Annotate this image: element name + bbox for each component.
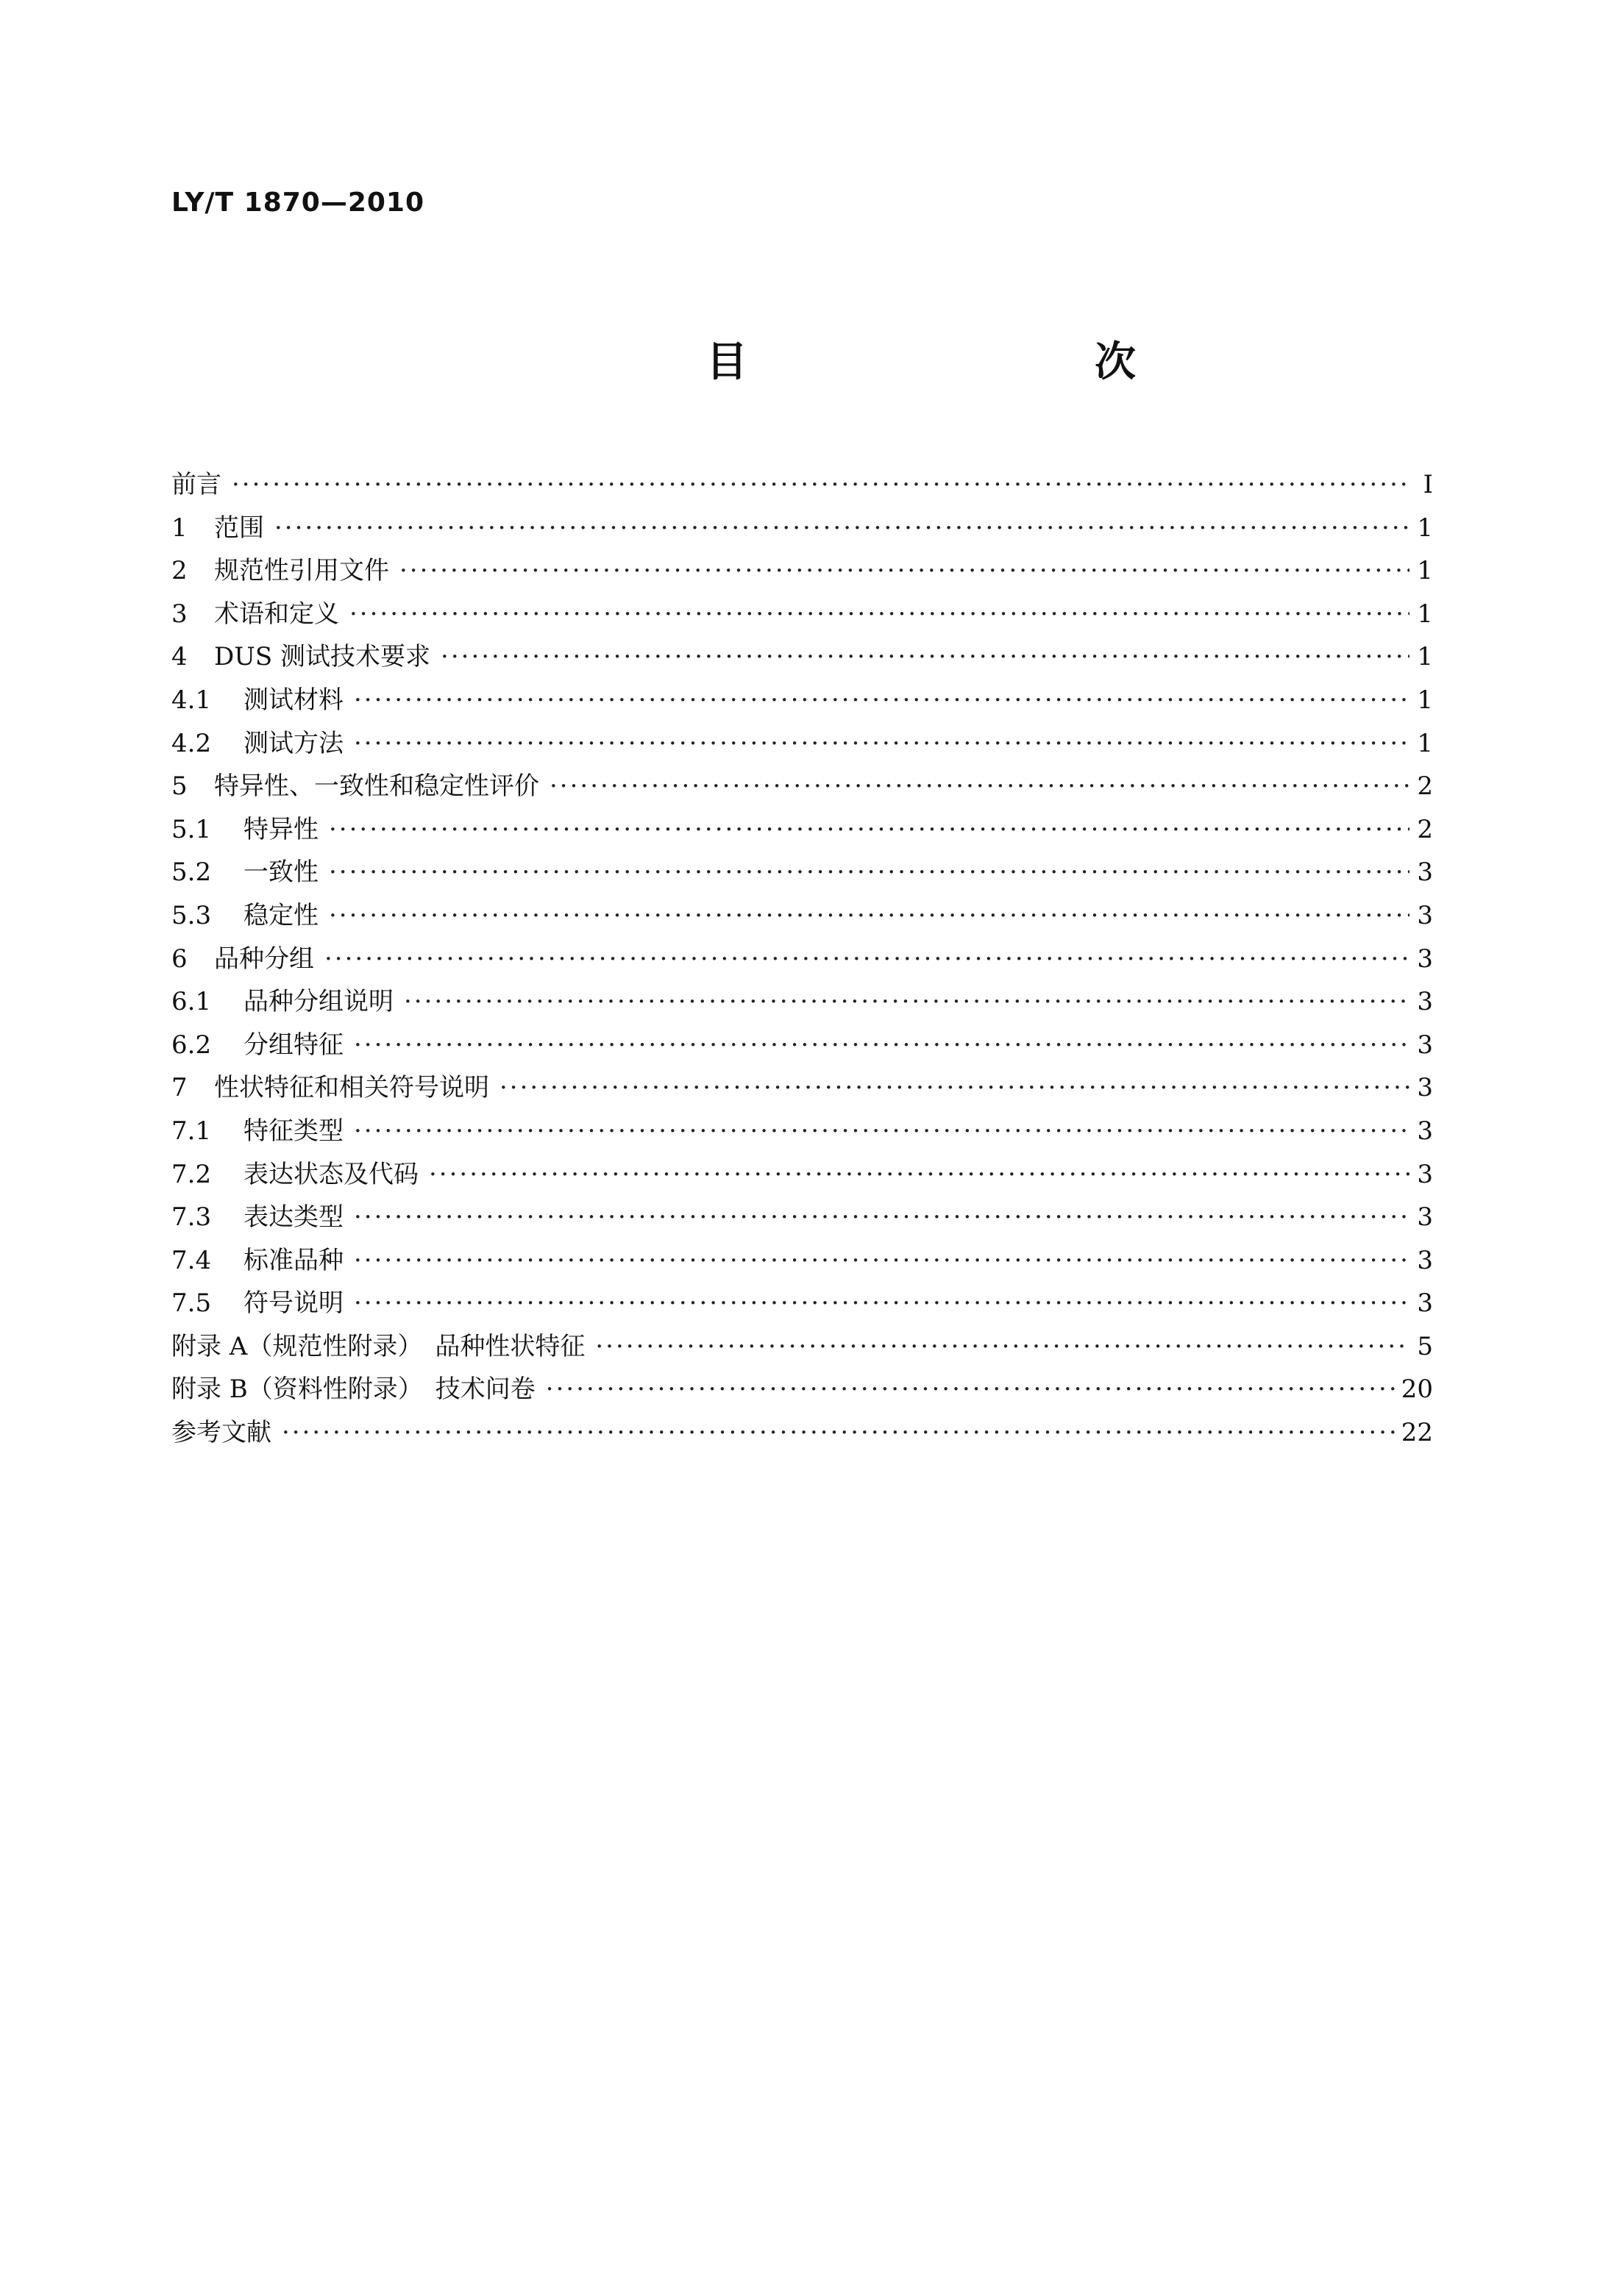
toc-entry[interactable] xyxy=(171,1239,1433,1283)
toc-entry[interactable] xyxy=(171,765,1433,808)
toc-entry-label: 一致性 xyxy=(243,858,319,888)
toc-entry-number: 6.2 xyxy=(171,1030,212,1060)
toc-entry[interactable] xyxy=(171,507,1433,550)
toc-entry[interactable] xyxy=(171,808,1433,852)
dot-leader xyxy=(354,679,1409,722)
toc-entry-label: 术语和定义 xyxy=(214,599,339,629)
toc-entry-label: 范围 xyxy=(214,513,264,543)
dot-leader xyxy=(354,1110,1409,1153)
toc-entry-page: 2 xyxy=(1417,814,1433,844)
toc-entry-number: 4 xyxy=(171,642,188,672)
toc-entry-label: 附录 B（资料性附录） 技术问卷 xyxy=(171,1375,536,1405)
dot-leader xyxy=(329,808,1409,852)
dot-leader xyxy=(232,463,1409,507)
dot-leader xyxy=(282,1411,1395,1455)
toc-entry[interactable] xyxy=(171,1110,1433,1153)
toc-entry[interactable] xyxy=(171,549,1433,593)
toc-entry-label: 规范性引用文件 xyxy=(214,556,389,586)
dot-leader xyxy=(349,593,1409,636)
toc-entry-number: 7.5 xyxy=(171,1288,212,1319)
toc-entry-number: 4.2 xyxy=(171,728,212,758)
standard-code: LY/T 1870—2010 xyxy=(171,188,425,218)
toc-entry-page: 3 xyxy=(1417,858,1433,888)
toc-entry[interactable] xyxy=(171,1066,1433,1110)
toc-entry-number: 4.1 xyxy=(171,685,212,715)
toc-entry-page: 20 xyxy=(1401,1375,1433,1405)
dot-leader xyxy=(274,507,1409,550)
dot-leader xyxy=(550,765,1409,808)
toc-entry-label: 稳定性 xyxy=(243,900,319,930)
toc-entry-page: 1 xyxy=(1417,685,1433,715)
toc-entry-label: 品种分组说明 xyxy=(243,987,394,1017)
toc-entry[interactable] xyxy=(171,1325,1433,1369)
dot-leader xyxy=(441,635,1409,679)
toc-entry-number: 2 xyxy=(171,556,188,586)
toc-entry[interactable] xyxy=(171,635,1433,679)
toc-entry-label: 表达状态及代码 xyxy=(243,1159,419,1189)
toc-entry-number: 5.3 xyxy=(171,900,212,930)
toc-entry-number: 7.3 xyxy=(171,1202,212,1233)
toc-entry-page: 1 xyxy=(1417,556,1433,586)
toc-entry-label: DUS 测试技术要求 xyxy=(214,642,431,672)
dot-leader xyxy=(404,980,1409,1024)
toc-entry-page: Ⅰ xyxy=(1423,470,1433,499)
toc-entry-label: 参考文献 xyxy=(171,1418,271,1448)
toc-entry-page: 3 xyxy=(1417,987,1433,1017)
dot-leader xyxy=(499,1066,1409,1110)
toc-entry-page: 3 xyxy=(1417,1030,1433,1060)
toc-entry-label: 前言 xyxy=(171,470,221,499)
toc-entry[interactable] xyxy=(171,679,1433,722)
dot-leader xyxy=(354,1282,1409,1325)
toc-entry[interactable] xyxy=(171,593,1433,636)
toc-entry-page: 3 xyxy=(1417,1159,1433,1189)
dot-leader xyxy=(354,722,1409,766)
table-of-contents xyxy=(171,463,1433,1455)
toc-entry[interactable] xyxy=(171,938,1433,981)
toc-entry-label: 品种分组 xyxy=(214,944,314,974)
toc-entry-number: 5 xyxy=(171,771,188,802)
toc-entry-page: 22 xyxy=(1401,1418,1433,1448)
dot-leader xyxy=(324,938,1409,981)
toc-entry-page: 3 xyxy=(1417,944,1433,974)
dot-leader xyxy=(354,1024,1409,1067)
dot-leader xyxy=(595,1325,1409,1369)
toc-entry-number: 7.2 xyxy=(171,1159,212,1189)
toc-entry-number: 7.1 xyxy=(171,1116,212,1146)
toc-entry-page: 3 xyxy=(1417,1288,1433,1319)
toc-entry[interactable] xyxy=(171,980,1433,1024)
toc-entry-number: 1 xyxy=(171,513,188,543)
toc-entry-label: 表达类型 xyxy=(243,1202,344,1233)
toc-entry[interactable] xyxy=(171,1411,1433,1455)
toc-entry-page: 3 xyxy=(1417,900,1433,930)
toc-entry-label: 性状特征和相关符号说明 xyxy=(214,1073,489,1103)
toc-entry-number: 5.1 xyxy=(171,814,212,844)
toc-entry-label: 特征类型 xyxy=(243,1116,344,1146)
toc-entry-page: 2 xyxy=(1417,771,1433,802)
toc-entry-page: 3 xyxy=(1417,1116,1433,1146)
toc-entry-number: 3 xyxy=(171,599,188,629)
toc-entry-page: 1 xyxy=(1417,728,1433,758)
toc-entry-number: 7 xyxy=(171,1073,188,1103)
toc-entry[interactable] xyxy=(171,1196,1433,1239)
dot-leader xyxy=(354,1196,1409,1239)
toc-entry-page: 5 xyxy=(1417,1331,1433,1361)
toc-entry[interactable] xyxy=(171,1153,1433,1197)
toc-entry-label: 特异性、一致性和稳定性评价 xyxy=(214,771,539,802)
page-title: 目 次 xyxy=(706,338,1224,386)
toc-entry-page: 3 xyxy=(1417,1245,1433,1275)
toc-entry-number: 5.2 xyxy=(171,858,212,888)
dot-leader xyxy=(354,1239,1409,1283)
toc-entry-label: 标准品种 xyxy=(243,1245,344,1275)
toc-entry-number: 6 xyxy=(171,944,188,974)
toc-entry[interactable] xyxy=(171,463,1433,507)
toc-entry-label: 测试材料 xyxy=(243,685,344,715)
toc-entry-number: 6.1 xyxy=(171,987,212,1017)
toc-entry[interactable] xyxy=(171,1024,1433,1067)
toc-entry-label: 符号说明 xyxy=(243,1288,344,1319)
dot-leader xyxy=(546,1368,1395,1411)
toc-entry-label: 附录 A（规范性附录） 品种性状特征 xyxy=(171,1331,586,1361)
toc-entry[interactable] xyxy=(171,1282,1433,1325)
dot-leader xyxy=(429,1153,1409,1197)
toc-entry-label: 测试方法 xyxy=(243,728,344,758)
toc-entry-page: 1 xyxy=(1417,599,1433,629)
toc-entry-number: 7.4 xyxy=(171,1245,212,1275)
toc-entry-page: 3 xyxy=(1417,1202,1433,1233)
toc-entry[interactable] xyxy=(171,722,1433,766)
toc-entry[interactable] xyxy=(171,1368,1433,1411)
dot-leader xyxy=(329,894,1409,938)
toc-entry-label: 分组特征 xyxy=(243,1030,344,1060)
dot-leader xyxy=(329,851,1409,894)
toc-entry-label: 特异性 xyxy=(243,814,319,844)
toc-entry-page: 1 xyxy=(1417,642,1433,672)
toc-entry-page: 3 xyxy=(1417,1073,1433,1103)
dot-leader xyxy=(399,549,1409,593)
toc-entry[interactable] xyxy=(171,851,1433,894)
toc-entry[interactable] xyxy=(171,894,1433,938)
toc-entry-page: 1 xyxy=(1417,513,1433,543)
